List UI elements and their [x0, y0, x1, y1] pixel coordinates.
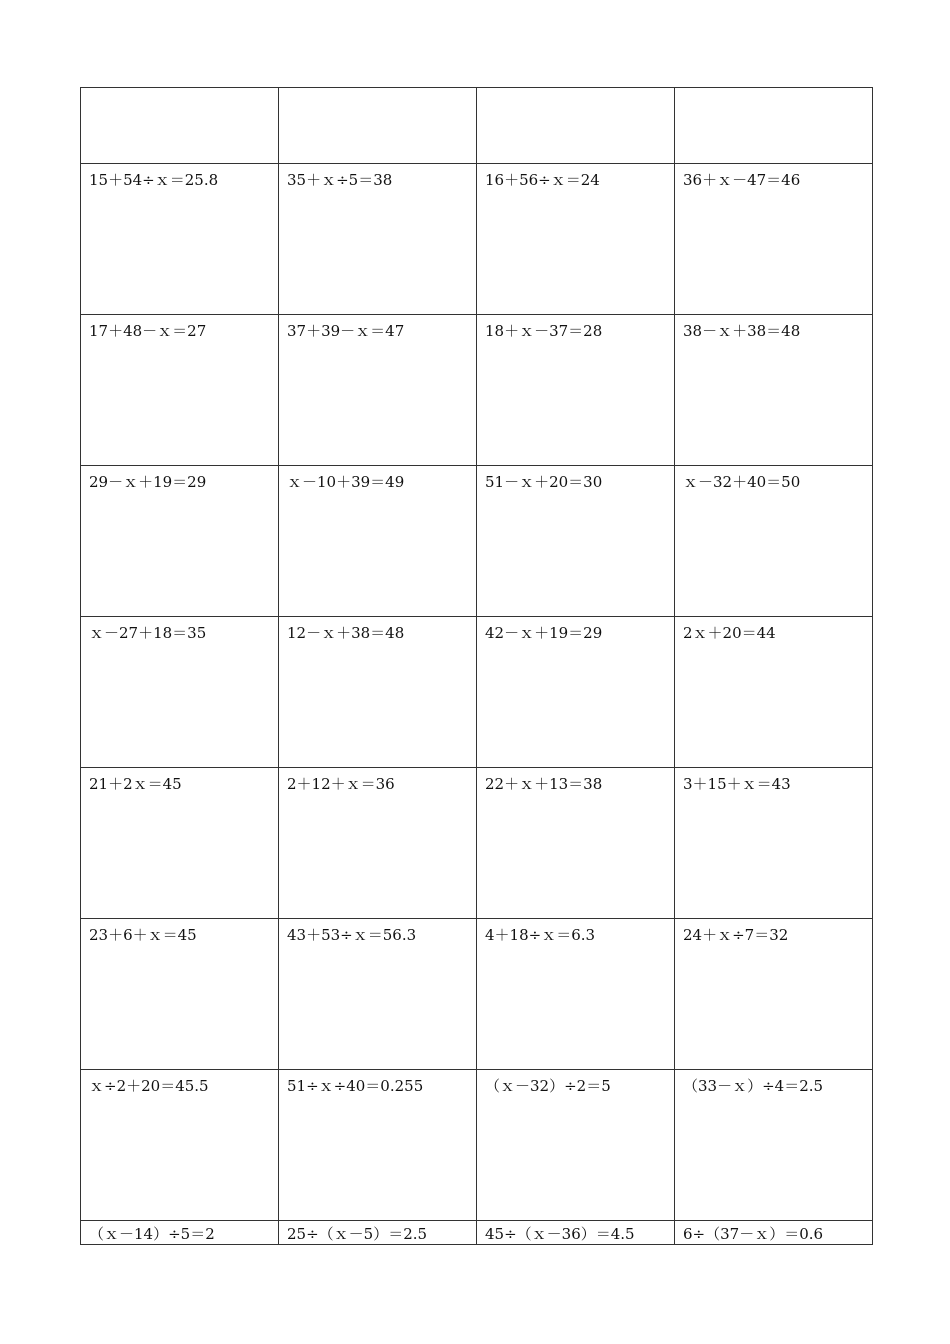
equation-cell: ｘ÷2＋20＝45.5 [81, 1070, 279, 1221]
equation-cell: 16＋56÷ｘ＝24 [477, 164, 675, 315]
equation-cell: ｘ－32＋40＝50 [675, 466, 873, 617]
equation-cell: 51÷ｘ÷40＝0.255 [279, 1070, 477, 1221]
equation-cell: 35＋ｘ÷5＝38 [279, 164, 477, 315]
equation-cell [477, 88, 675, 164]
table-row [81, 164, 873, 315]
table-row [81, 617, 873, 768]
equation-cell: 36＋ｘ－47＝46 [675, 164, 873, 315]
table-row [81, 1070, 873, 1221]
equation-cell: 37＋39－ｘ＝47 [279, 315, 477, 466]
equation-cell: 29－ｘ＋19＝29 [81, 466, 279, 617]
equation-cell: ｘ－10＋39＝49 [279, 466, 477, 617]
equation-cell: （ｘ－14）÷5＝2 [81, 1221, 279, 1245]
equation-cell: ｘ－27＋18＝35 [81, 617, 279, 768]
table-row [81, 88, 873, 164]
equation-cell: 2＋12＋ｘ＝36 [279, 768, 477, 919]
equation-cell: 18＋ｘ－37＝28 [477, 315, 675, 466]
equation-cell: 38－ｘ＋38＝48 [675, 315, 873, 466]
equation-cell: 4＋18÷ｘ＝6.3 [477, 919, 675, 1070]
equation-cell: 21＋2ｘ＝45 [81, 768, 279, 919]
equation-cell: 22＋ｘ＋13＝38 [477, 768, 675, 919]
equation-cell: 2ｘ＋20＝44 [675, 617, 873, 768]
table-row [81, 919, 873, 1070]
equation-cell: （ｘ－32）÷2＝5 [477, 1070, 675, 1221]
equation-cell: 12－ｘ＋38＝48 [279, 617, 477, 768]
equation-cell: 6÷（37－ｘ）＝0.6 [675, 1221, 873, 1245]
equation-cell: （33－ｘ）÷4＝2.5 [675, 1070, 873, 1221]
table-row [81, 466, 873, 617]
table-row [81, 1221, 873, 1245]
table-row [81, 768, 873, 919]
equation-cell: 43＋53÷ｘ＝56.3 [279, 919, 477, 1070]
equation-cell [675, 88, 873, 164]
equation-cell: 23＋6＋ｘ＝45 [81, 919, 279, 1070]
equation-cell: 17＋48－ｘ＝27 [81, 315, 279, 466]
equation-worksheet-table [80, 87, 873, 1245]
equation-cell: 51－ｘ＋20＝30 [477, 466, 675, 617]
equation-cell: 45÷（ｘ－36）＝4.5 [477, 1221, 675, 1245]
equation-cell [81, 88, 279, 164]
equation-cell [279, 88, 477, 164]
equation-cell: 25÷（ｘ－5）＝2.5 [279, 1221, 477, 1245]
equation-cell: 15＋54÷ｘ＝25.8 [81, 164, 279, 315]
equation-cell: 42－ｘ＋19＝29 [477, 617, 675, 768]
table-row [81, 315, 873, 466]
equation-cell: 3＋15＋ｘ＝43 [675, 768, 873, 919]
equation-cell: 24＋ｘ÷7＝32 [675, 919, 873, 1070]
